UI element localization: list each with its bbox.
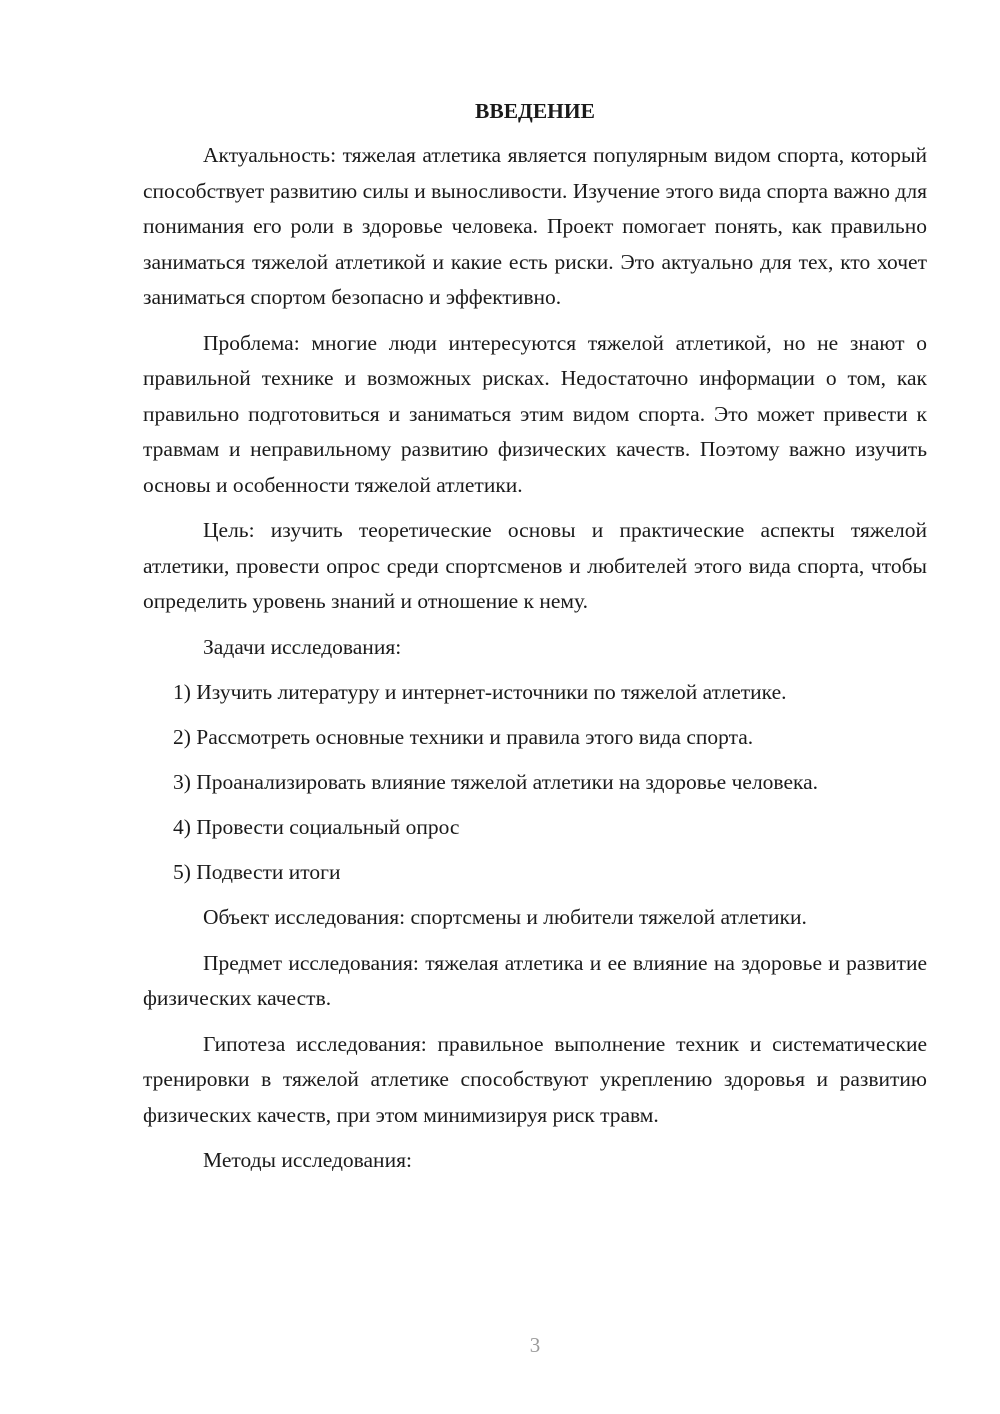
paragraph-relevance: Актуальность: тяжелая атлетика является популярным видом спорта, который способствует развитию силы и выносливости. Изучение этого вида спорта важно для понимания его роли в здоровье человека. Проект помогает понять, как правильно заниматься тяжелой атлетикой и какие есть риски. Это актуально для тех, кто хочет заниматься спортом безопасно и эффективно. <box>143 143 927 309</box>
methods-heading: Методы исследования: <box>203 1148 412 1172</box>
paragraph-object: Объект исследования: спортсмены и любители тяжелой атлетики. <box>203 905 807 929</box>
list-item: 3) Проанализировать влияние тяжелой атлетики на здоровье человека. <box>173 770 819 794</box>
paragraph-hypothesis: Гипотеза исследования: правильное выполнение техник и систематические тренировки в тяжелой атлетике способствуют укреплению здоровья и развитию физических качеств, при этом минимизируя риск травм. <box>143 1031 927 1127</box>
list-item: 1) Изучить литературу и интернет-источники по тяжелой атлетике. <box>173 680 787 704</box>
page-content <box>143 96 927 1189</box>
list-item: 4) Провести социальный опрос <box>173 815 460 839</box>
section-title: ВВЕДЕНИЕ <box>475 99 595 123</box>
paragraph-problem: Проблема: многие люди интересуются тяжелой атлетикой, но не знают о правильной технике и возможных рисках. Недостаточно информации о том, как правильно подготовиться и заниматься этим видом спорта. Это может привести к травмам и неправильному развитию физических качеств. Поэтому важно изучить основы и особенности тяжелой атлетики. <box>143 330 927 497</box>
paragraph-subject: Предмет исследования: тяжелая атлетика и ее влияние на здоровье и развитие физических качеств. <box>143 950 927 1010</box>
list-item: 2) Рассмотреть основные техники и правила этого вида спорта. <box>173 725 754 749</box>
tasks-heading: Задачи исследования: <box>203 634 402 659</box>
list-item: 5) Подвести итоги <box>173 860 341 884</box>
page-number: 3 <box>529 1333 541 1357</box>
tasks-list <box>143 675 927 891</box>
paragraph-goal: Цель: изучить теоретические основы и практические аспекты тяжелой атлетики, провести опрос среди спортсменов и любителей этого вида спорта, чтобы определить уровень знаний и отношение к нему. <box>143 518 927 613</box>
